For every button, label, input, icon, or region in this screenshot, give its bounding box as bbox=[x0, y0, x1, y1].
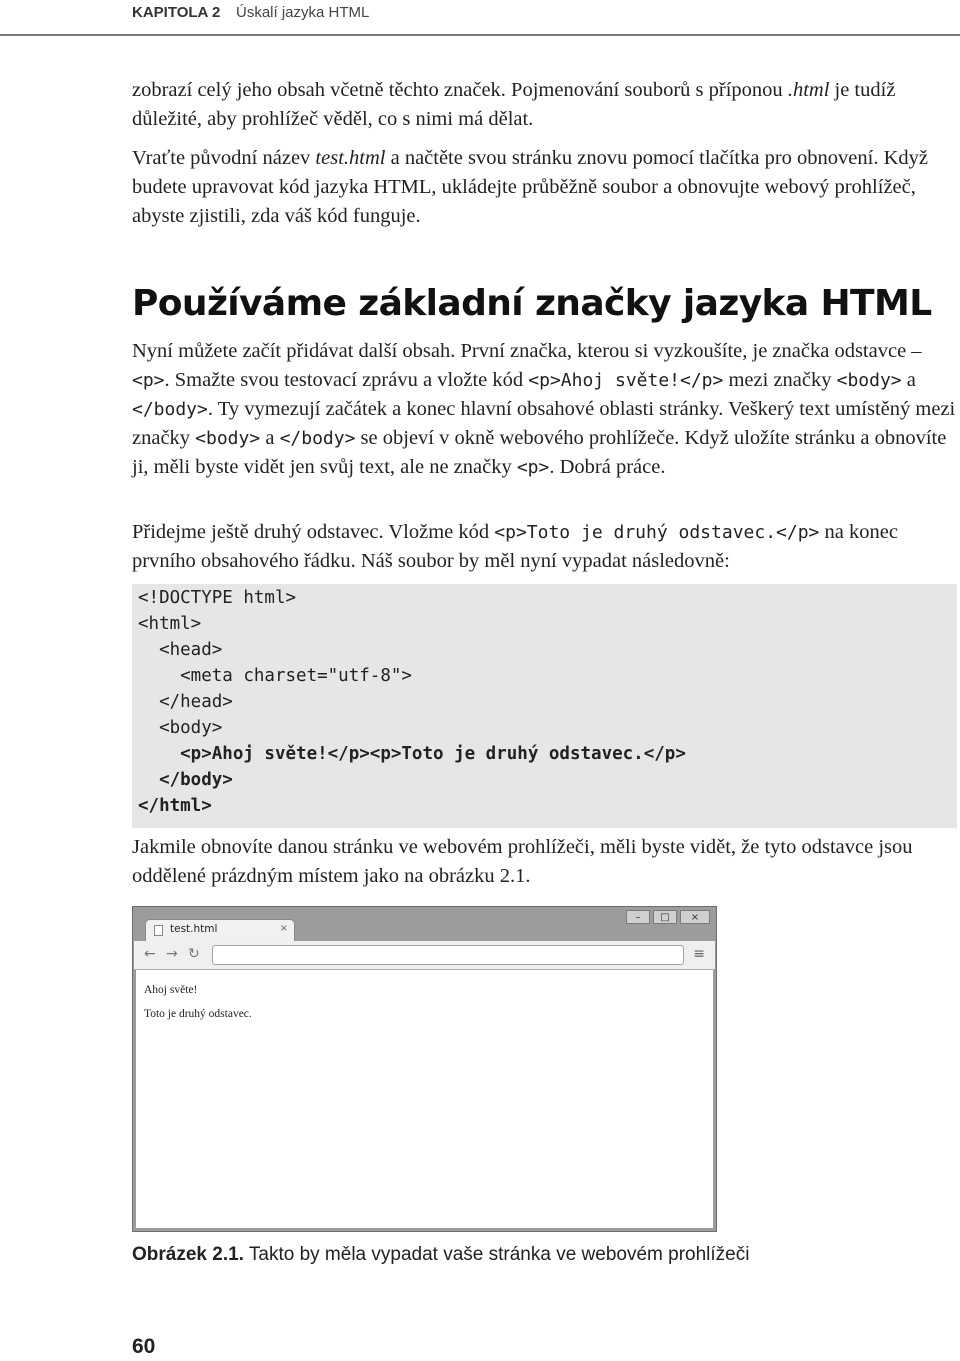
paragraph-3-text-k: a bbox=[260, 427, 280, 449]
inline-code-body-open: <body> bbox=[836, 370, 902, 391]
code-block bbox=[132, 584, 957, 828]
code-line: <!DOCTYPE html> bbox=[138, 588, 297, 608]
paragraph-3-text-o: . Dobrá práce. bbox=[549, 456, 666, 478]
minimize-button[interactable]: – bbox=[626, 910, 650, 924]
close-window-button[interactable]: × bbox=[680, 910, 710, 924]
code-line-bold: <p>Ahoj světe!</p><p>Toto je druhý odstavec.</p> bbox=[138, 744, 686, 764]
viewport-paragraph-2: Toto je druhý odstavec. bbox=[144, 1008, 252, 1020]
browser-toolbar bbox=[134, 941, 715, 970]
paragraph-5-text: Jakmile obnovíte danou stránku ve webovém prohlížeči, měli byste vidět, že tyto odstavce jsou oddělené prázdným místem jako na obrázku 2.1. bbox=[132, 836, 913, 887]
page-number: 60 bbox=[132, 1335, 156, 1358]
paragraph-4 bbox=[132, 518, 957, 576]
paragraph-2-text-a: Vraťte původní název bbox=[132, 147, 316, 169]
code-line: <body> bbox=[138, 718, 223, 738]
paragraph-4-text-a: Přidejme ještě druhý odstavec. Vložme kód bbox=[132, 521, 495, 543]
tab-close-icon[interactable]: × bbox=[279, 923, 288, 934]
browser-tab[interactable] bbox=[145, 919, 295, 941]
paragraph-3-text-m: se objeví v okně webového prohlížeče. Když uložíte stránku a obnovíte ji, měli byste vidět jen svůj text, ale ne značky bbox=[132, 427, 947, 478]
code-line: <meta charset="utf-8"> bbox=[138, 666, 412, 686]
paragraph-2-text-c: a načtěte svou stránku znovu pomocí tlačítka pro obnovení. Když budete upravovat kód jazyka HTML, ukládejte průběžně soubor a obnovujte webový prohlížeč, abyste zjistili, zda váš kód funguje. bbox=[132, 147, 928, 227]
page-icon bbox=[154, 925, 163, 936]
code-line: <head> bbox=[138, 640, 223, 660]
inline-code-body-close-2: </body> bbox=[279, 428, 356, 449]
paragraph-3-text-e: mezi značky bbox=[723, 369, 837, 391]
figure-caption bbox=[132, 1244, 749, 1266]
inline-code-hello: <p>Ahoj světe!</p> bbox=[528, 370, 724, 391]
header-rule bbox=[0, 34, 960, 36]
tab-title: test.html bbox=[170, 923, 218, 935]
paragraph-5 bbox=[132, 833, 957, 891]
code-line-bold: </html> bbox=[138, 796, 212, 816]
menu-icon[interactable]: ≡ bbox=[693, 946, 705, 962]
paragraph-3 bbox=[132, 337, 957, 482]
code-line: </head> bbox=[138, 692, 233, 712]
paragraph-3-text-c: . Smažte svou testovací zprávu a vložte kód bbox=[164, 369, 529, 391]
inline-code-p-tag: <p> bbox=[132, 370, 165, 391]
paragraph-4-text-c: na konec prvního obsahového řádku. Náš soubor by měl nyní vypadat následovně: bbox=[132, 521, 898, 572]
paragraph-1-text-c: je tudíž důležité, aby prohlížeč věděl, co s nimi má dělat. bbox=[132, 79, 896, 130]
section-heading: Používáme základní značky jazyka HTML bbox=[132, 283, 932, 324]
window-controls bbox=[626, 910, 710, 924]
address-bar[interactable] bbox=[212, 945, 684, 965]
reload-icon[interactable]: ↻ bbox=[188, 946, 200, 962]
back-arrow-icon[interactable]: ← bbox=[144, 946, 156, 962]
chapter-title: Úskalí jazyka HTML bbox=[236, 4, 370, 21]
viewport-paragraph-1: Ahoj světe! bbox=[144, 984, 198, 996]
paragraph-1-text-a: zobrazí celý jeho obsah včetně těchto značek. Pojmenování souborů s příponou bbox=[132, 79, 788, 101]
paragraph-1 bbox=[132, 76, 957, 134]
caption-text: Takto by měla vypadat vaše stránka ve webovém prohlížeči bbox=[243, 1244, 750, 1265]
inline-code-body-open-2: <body> bbox=[195, 428, 261, 449]
paragraph-2 bbox=[132, 144, 957, 231]
browser-screenshot bbox=[132, 906, 717, 1232]
inline-code-second-paragraph: <p>Toto je druhý odstavec.</p> bbox=[494, 522, 820, 543]
caption-label: Obrázek 2.1. bbox=[132, 1244, 244, 1265]
browser-viewport bbox=[136, 970, 713, 1228]
paragraph-1-extension: .html bbox=[787, 79, 830, 101]
maximize-button[interactable]: □ bbox=[653, 910, 677, 924]
paragraph-2-filename: test.html bbox=[315, 147, 386, 169]
paragraph-3-text-g: a bbox=[901, 369, 916, 391]
paragraph-3-text-i: . Ty vymezují začátek a konec hlavní obsahové oblasti stránky. Veškerý text umístěný mezi značky bbox=[132, 398, 956, 449]
inline-code-p-tag-2: <p> bbox=[516, 457, 550, 478]
code-line-bold: </body> bbox=[138, 770, 233, 790]
chapter-label: KAPITOLA 2 bbox=[132, 4, 221, 21]
paragraph-3-text-a: Nyní můžete začít přidávat další obsah. První značka, kterou si vyzkoušíte, je značka odstavce – bbox=[132, 340, 922, 362]
code-line: <html> bbox=[138, 614, 202, 634]
section-heading-container bbox=[132, 283, 957, 324]
forward-arrow-icon[interactable]: → bbox=[166, 946, 178, 962]
inline-code-body-close: </body> bbox=[132, 399, 208, 420]
running-header bbox=[0, 0, 960, 28]
